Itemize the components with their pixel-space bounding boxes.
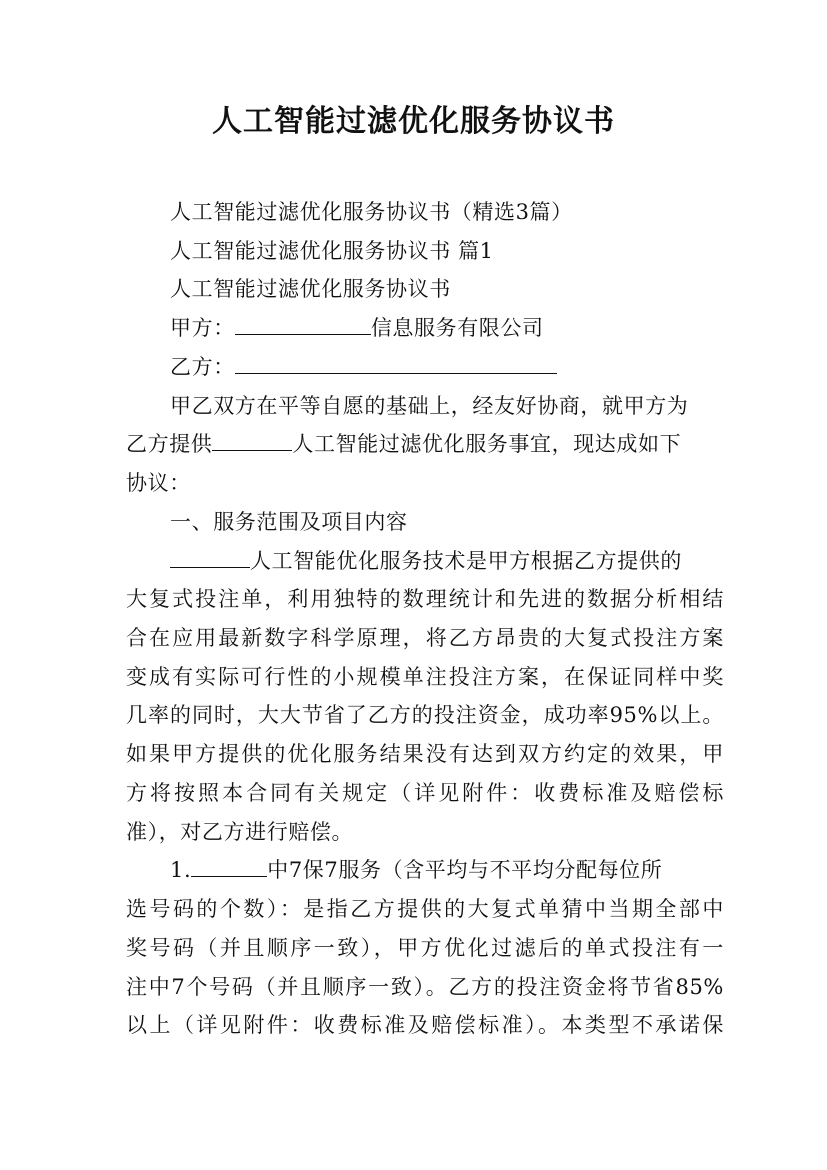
line-text: 甲乙双方在平等自愿的基础上，经友好协商，就甲方为 xyxy=(170,394,689,418)
clause-line xyxy=(170,855,662,885)
line-text: 人工智能过滤优化服务协议书（精选3篇） xyxy=(170,200,573,224)
paragraph-line xyxy=(170,236,494,266)
party-b-line xyxy=(170,352,557,382)
paragraph-line: 几率的同时，大大节省了乙方的投注资金，成功率95%以上。 xyxy=(126,703,724,727)
paragraph-line xyxy=(170,197,573,227)
document-title: 人工智能过滤优化服务协议书 xyxy=(212,104,615,139)
line-text: 乙方提供 xyxy=(126,432,213,456)
paragraph-line xyxy=(170,546,682,576)
line-text: 人工智能过滤优化服务事宜，现达成如下 xyxy=(292,432,682,456)
paragraph-line xyxy=(170,391,688,421)
section-heading-text: 一、服务范围及项目内容 xyxy=(170,510,408,534)
line-text: 人工智能优化服务技术是甲方根据乙方提供的 xyxy=(250,549,682,573)
party-a-label: 甲方： xyxy=(170,316,235,340)
blank-underline xyxy=(212,430,292,451)
paragraph-line: 大复式投注单，利用独特的数理统计和先进的数据分析相结 xyxy=(126,587,724,611)
paragraph-line: 以上（详见附件：收费标准及赔偿标准）。本类型不承诺保 xyxy=(126,1013,724,1037)
line-text: 中7保7服务（含平均与不平均分配每位所 xyxy=(267,858,663,882)
party-a-company-suffix: 信息服务有限公司 xyxy=(370,316,544,340)
line-text: 人工智能过滤优化服务协议书 xyxy=(170,277,451,301)
paragraph-line: 准），对乙方进行赔偿。 xyxy=(126,820,354,844)
blank-underline xyxy=(170,547,250,568)
clause-number: 1. xyxy=(170,858,192,882)
blank-underline xyxy=(235,353,557,374)
paragraph-line: 变成有实际可行性的小规模单注投注方案，在保证同样中奖 xyxy=(126,665,724,689)
paragraph-line: 奖号码（并且顺序一致），甲方优化过滤后的单式投注有一 xyxy=(126,936,724,960)
section-heading xyxy=(170,507,408,537)
blank-underline xyxy=(191,856,267,877)
line-text: 人工智能过滤优化服务协议书 篇1 xyxy=(170,239,494,263)
paragraph-line xyxy=(126,429,681,459)
party-b-label: 乙方： xyxy=(170,355,235,379)
blank-underline xyxy=(235,314,371,335)
line-text: 协议： xyxy=(126,471,191,495)
paragraph-line: 方将按照本合同有关规定（详见附件：收费标准及赔偿标 xyxy=(126,781,724,805)
paragraph-line xyxy=(126,468,191,498)
paragraph-line: 选号码的个数）：是指乙方提供的大复式单猜中当期全部中 xyxy=(126,897,724,921)
paragraph-line: 如果甲方提供的优化服务结果没有达到双方约定的效果，甲 xyxy=(126,742,724,766)
party-a-line xyxy=(170,313,544,343)
paragraph-line: 注中7个号码（并且顺序一致）。乙方的投注资金将节省85% xyxy=(126,975,724,999)
paragraph-line xyxy=(170,274,451,304)
paragraph-line: 合在应用最新数字科学原理，将乙方昂贵的大复式投注方案 xyxy=(126,626,724,650)
